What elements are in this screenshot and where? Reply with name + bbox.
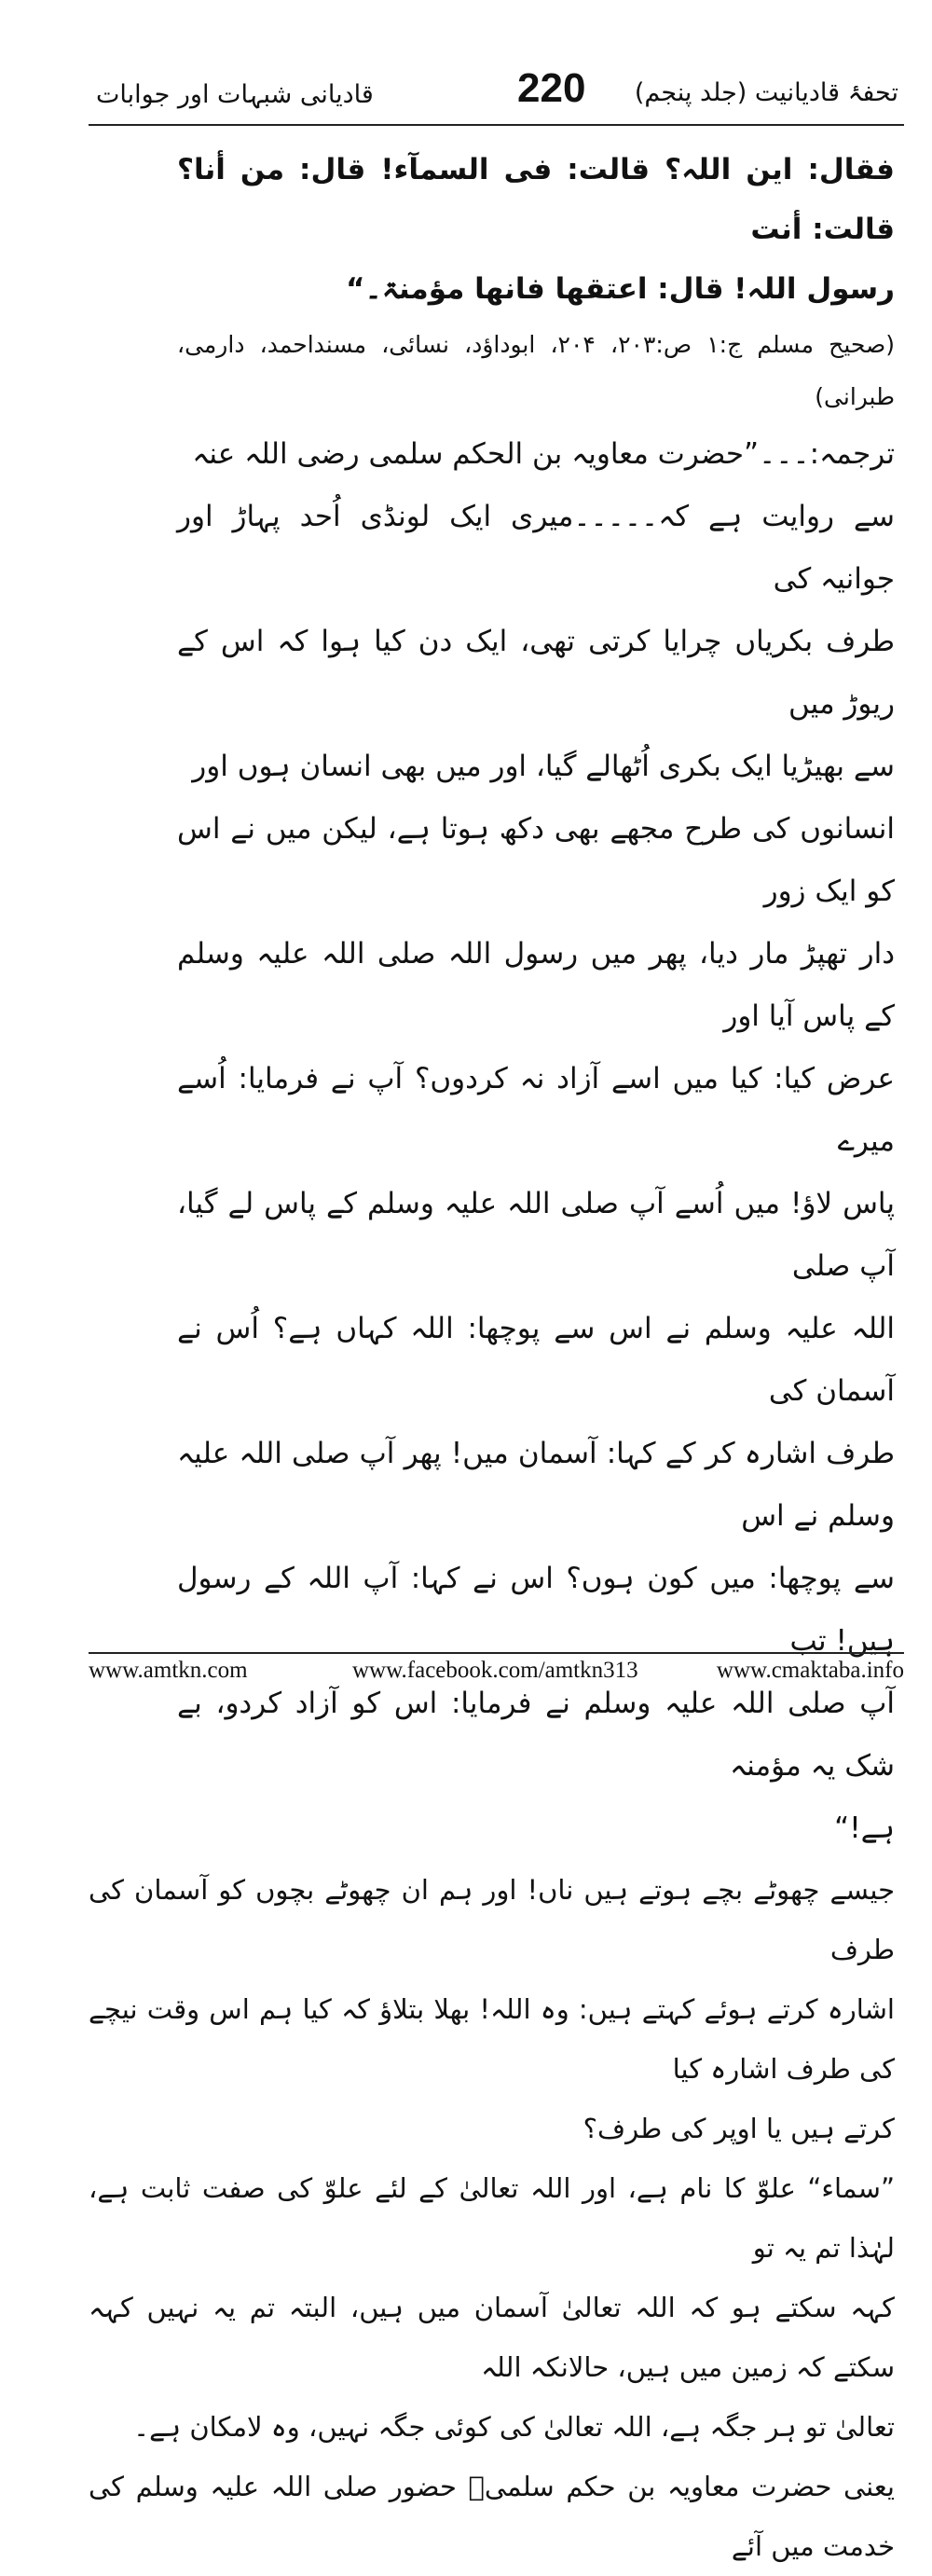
- translation-line: طرف اشارہ کر کے کہا: آسمان میں! پھر آپ صلی اللہ علیہ وسلم نے اس: [177, 1437, 895, 1533]
- translation-line: سے پوچھا: میں کون ہوں؟ اس نے کہا: آپ اللہ کے رسول ہیں! تب: [177, 1562, 895, 1658]
- translation-line: ہے!“: [834, 1811, 895, 1845]
- translation-line: ترجمہ:۔۔۔”حضرت معاویہ بن الحکم سلمی رضی اللہ عنہ: [192, 437, 895, 471]
- arabic-line-2: رسول اللہ! قال: اعتقھا فانھا مؤمنۃ۔“: [346, 272, 895, 306]
- translation-line: سے روایت ہے کہ۔۔۔۔۔میری ایک لونڈی اُحد پہاڑ اور جوانیہ کی: [177, 500, 895, 596]
- footer-link-facebook[interactable]: www.facebook.com/amtkn313: [352, 1658, 638, 1683]
- paragraph-line: یعنی حضرت معاویہ بن حکم سلمیؓ حضور صلی اللہ علیہ وسلم کی خدمت میں آئے: [89, 2471, 895, 2562]
- header-chapter-title: قادیانی شبہات اور جوابات: [96, 80, 374, 109]
- page-body: [89, 140, 895, 2576]
- translation-line: طرف بکریاں چرایا کرتی تھی، ایک دن کیا ہوا کہ اس کے ریوڑ میں: [177, 625, 895, 721]
- page-number: 220: [517, 65, 586, 111]
- paragraph-line: اشارہ کرتے ہوئے کہتے ہیں: وہ اللہ! بھلا بتلاؤ کہ کیا ہم اس وقت نیچے کی طرف اشارہ کیا: [89, 1993, 895, 2085]
- footer-link-maktaba[interactable]: www.cmaktaba.info: [716, 1658, 904, 1683]
- translation-line: سے بھیڑیا ایک بکری اُٹھالے گیا، اور میں بھی انسان ہوں اور: [192, 750, 895, 783]
- header-book-title: تحفۂ قادیانیت (جلد پنجم): [634, 78, 898, 107]
- page-header: [89, 65, 904, 121]
- paragraph-line: کرتے ہیں یا اوپر کی طرف؟: [582, 2113, 895, 2144]
- header-divider: [89, 124, 904, 126]
- page-footer: [89, 1658, 904, 1689]
- translation-line: انسانوں کی طرح مجھے بھی دکھ ہوتا ہے، لیکن میں نے اس کو ایک زور: [177, 812, 895, 908]
- paragraph-line: تعالیٰ تو ہر جگہ ہے، اللہ تعالیٰ کی کوئی جگہ نہیں، وہ لامکان ہے۔: [133, 2411, 895, 2443]
- translation-line: عرض کیا: کیا میں اسے آزاد نہ کردوں؟ آپ نے فرمایا: اُسے میرے: [177, 1062, 895, 1158]
- translation-line: آپ صلی اللہ علیہ وسلم نے فرمایا: اس کو آزاد کردو، بے شک یہ مؤمنہ: [177, 1687, 895, 1783]
- paragraph-line: جیسے چھوٹے بچے ہوتے ہیں ناں! اور ہم ان چھوٹے بچوں کو آسمان کی طرف: [89, 1874, 895, 1965]
- footer-link-website[interactable]: www.amtkn.com: [89, 1658, 248, 1683]
- quoted-block: [89, 140, 895, 1860]
- paragraph-line: ”سماء“ علوّ کا نام ہے، اور اللہ تعالیٰ کے لئے علوّ کی صفت ثابت ہے، لہٰذا تم یہ تو: [89, 2172, 895, 2264]
- paragraph-3: [89, 2457, 895, 2576]
- footer-divider: [89, 1652, 904, 1654]
- translation-line: دار تھپڑ مار دیا، پھر میں رسول اللہ صلی اللہ علیہ وسلم کے پاس آیا اور: [177, 937, 895, 1033]
- arabic-line-1: فقال: این اللہ؟ قالت: فی السمآء! قال: من أنا؟ قالت: أنت: [177, 153, 895, 246]
- hadith-reference: (صحیح مسلم ج:۱ ص:۲۰۳، ۲۰۴، ابوداؤد، نسائی، مسنداحمد، دارمی، طبرانی): [177, 331, 895, 410]
- paragraph-2: [89, 2158, 895, 2457]
- translation-line: پاس لاؤ! میں اُسے آپ صلی اللہ علیہ وسلم کے پاس لے گیا، آپ صلی: [177, 1187, 895, 1283]
- paragraph-line: کہہ سکتے ہو کہ اللہ تعالیٰ آسمان میں ہیں، البتہ تم یہ نہیں کہہ سکتے کہ زمین میں ہیں، حالانکہ اللہ: [89, 2292, 895, 2383]
- paragraph-1: [89, 1860, 895, 2158]
- translation-line: اللہ علیہ وسلم نے اس سے پوچھا: اللہ کہاں ہے؟ اُس نے آسمان کی: [177, 1312, 895, 1408]
